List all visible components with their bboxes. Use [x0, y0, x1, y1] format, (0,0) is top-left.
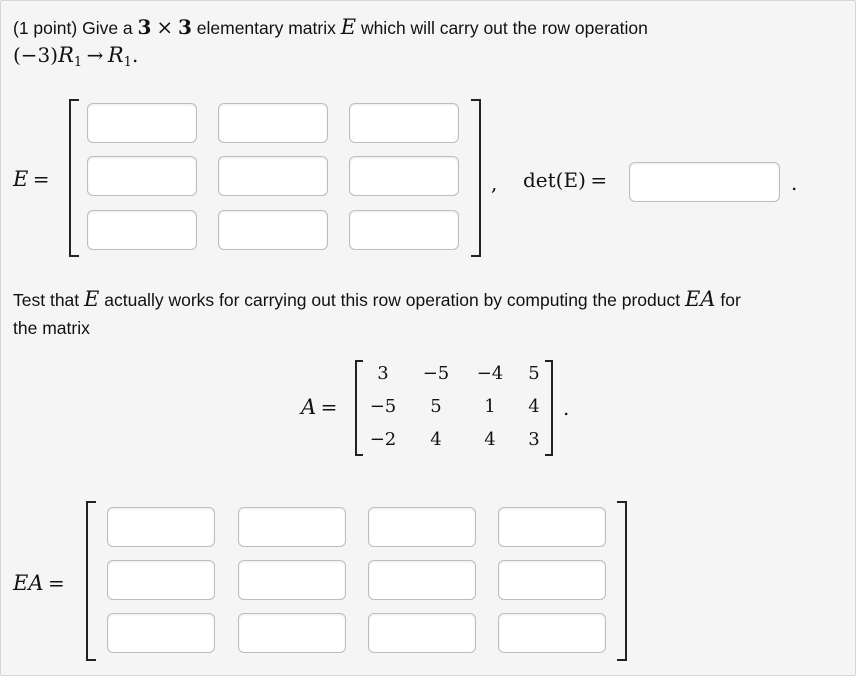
matrix-a-cell: 3 — [377, 363, 389, 384]
matrix-ea-left-bracket — [86, 501, 96, 661]
det-period: . — [791, 171, 798, 195]
intro-text: Give a — [82, 18, 133, 38]
var-e: E — [340, 15, 357, 39]
matrix-a-cell: −5 — [369, 396, 397, 417]
points-label: (1 point) — [13, 18, 78, 38]
matrix-a-cell: 5 — [430, 396, 442, 417]
matrix-ea-cell-1-3[interactable] — [368, 507, 476, 547]
matrix-ea-cell-2-2[interactable] — [238, 560, 346, 600]
op-row-var: $R_1$ — [58, 43, 83, 70]
test-paragraph-line1: Test that E actually works for carrying out this row operation by computing the product EA for — [13, 287, 741, 311]
det-input[interactable] — [629, 162, 780, 202]
matrix-e-cell-2-3[interactable] — [349, 156, 459, 196]
problem-statement — [13, 16, 648, 39]
test-var-e: E — [84, 287, 100, 311]
matrix-a-label: A = — [301, 395, 338, 419]
matrix-e-cell-3-1[interactable] — [87, 210, 197, 250]
op-period: . — [131, 43, 139, 67]
row-operation — [13, 43, 138, 70]
matrix-a-cell: 4 — [484, 429, 496, 450]
matrix-a-cell: 4 — [430, 429, 442, 450]
test-var-ea: EA — [684, 287, 716, 311]
matrix-ea-cell-2-3[interactable] — [368, 560, 476, 600]
matrix-e-cell-1-1[interactable] — [87, 103, 197, 143]
matrix-e-left-bracket — [69, 99, 79, 257]
matrix-a-cell: −2 — [369, 429, 397, 450]
matrix-a-cell: 1 — [484, 396, 496, 417]
matrix-ea-cell-3-2[interactable] — [238, 613, 346, 653]
mid-text: elementary matrix — [196, 18, 336, 38]
matrix-e-right-bracket — [471, 99, 481, 257]
size-b: 3 — [177, 15, 192, 39]
test-paragraph-line2: the matrix — [13, 318, 90, 338]
size-a: 3 — [137, 15, 152, 39]
op-coefficient: (−3) — [13, 43, 59, 67]
matrix-ea-cell-1-4[interactable] — [498, 507, 606, 547]
matrix-a-cell: 4 — [528, 396, 540, 417]
matrix-ea-cell-1-1[interactable] — [107, 507, 215, 547]
matrix-e-label: E = — [13, 167, 50, 191]
matrix-ea-cell-1-2[interactable] — [238, 507, 346, 547]
matrix-a-period: . — [563, 396, 570, 420]
times-symbol: × — [156, 15, 174, 39]
matrix-e-cell-3-3[interactable] — [349, 210, 459, 250]
matrix-a-left-bracket — [355, 360, 363, 456]
matrix-e-cell-2-1[interactable] — [87, 156, 197, 196]
matrix-e-cell-1-2[interactable] — [218, 103, 328, 143]
matrix-ea-right-bracket — [617, 501, 627, 661]
tail-text: which will carry out the row operation — [360, 18, 648, 38]
matrix-e-comma: , — [491, 171, 498, 195]
matrix-ea-label: EA = — [13, 571, 65, 595]
matrix-ea-cell-2-4[interactable] — [498, 560, 606, 600]
matrix-ea-cell-3-3[interactable] — [368, 613, 476, 653]
op-target-var: $R_1$ — [107, 43, 132, 70]
matrix-a-cell: 5 — [528, 363, 540, 384]
matrix-ea-cell-3-4[interactable] — [498, 613, 606, 653]
matrix-e-cell-3-2[interactable] — [218, 210, 328, 250]
matrix-ea-cell-2-1[interactable] — [107, 560, 215, 600]
matrix-e-cell-1-3[interactable] — [349, 103, 459, 143]
matrix-a-cell: −4 — [476, 363, 504, 384]
matrix-a-cell: 3 — [528, 429, 540, 450]
matrix-a-cell: −5 — [422, 363, 450, 384]
det-label: det(E) = — [523, 168, 608, 192]
matrix-e-cell-2-2[interactable] — [218, 156, 328, 196]
matrix-ea-cell-3-1[interactable] — [107, 613, 215, 653]
op-arrow: → — [86, 43, 104, 67]
